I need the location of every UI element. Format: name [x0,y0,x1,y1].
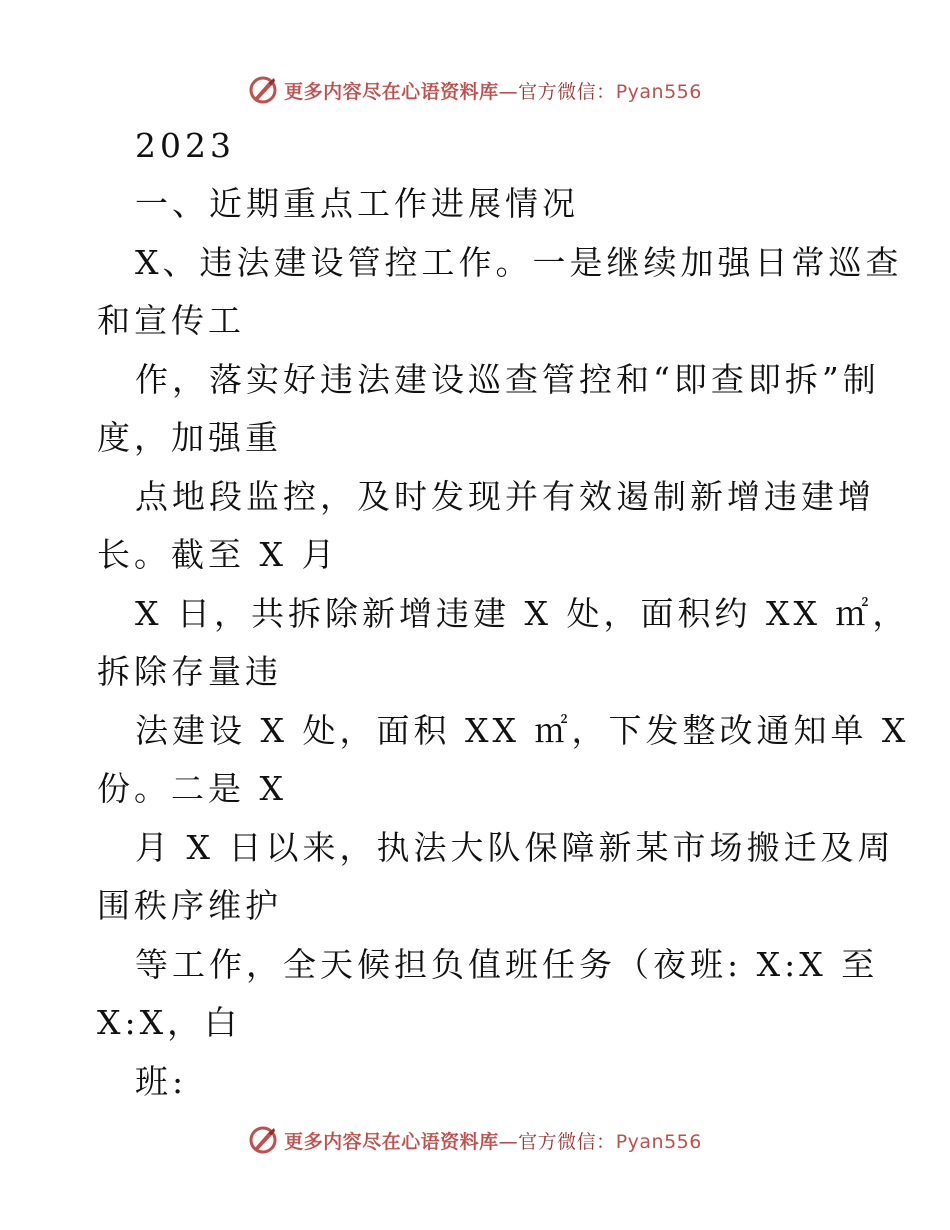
watermark-separator: — [498,1130,519,1153]
doc-paragraph-line: 点地段监控，及时发现并有效遏制新增违建增 [135,477,875,516]
doc-paragraph-line: 份。二是 X [97,769,287,808]
watermark-brand: 更多内容尽在心语资料库 [284,80,499,103]
doc-year-heading: 2023 [135,126,235,165]
doc-paragraph-line: 法建设 X 处，面积 XX ㎡，下发整改通知单 X [135,711,910,750]
doc-paragraph-line: 拆除存量违 [97,652,282,691]
footer-watermark [0,1122,950,1158]
watermark-wechat-id: Pyan556 [615,80,702,103]
doc-paragraph-line: X:X，白 [97,1003,242,1042]
doc-section-heading: 一、近期重点工作进展情况 [135,184,579,223]
watermark-official-label: 官方微信： [518,80,616,103]
watermark-separator: — [498,80,519,103]
doc-paragraph-line: 和宣传工 [97,301,245,340]
doc-paragraph-line: 班: [135,1062,188,1101]
watermark-official-label: 官方微信： [518,1130,616,1153]
watermark-wechat-id: Pyan556 [615,1130,702,1153]
doc-paragraph-line: 等工作，全天候担负值班任务（夜班: X:X 至 [135,945,879,984]
doc-paragraph-line: X 日，共拆除新增违建 X 处，面积约 XX ㎡， [135,594,910,633]
watermark-text [284,1127,702,1154]
doc-paragraph-line: 月 X 日以来，执法大队保障新某市场搬迁及周 [135,828,895,867]
doc-paragraph-line: X、违法建设管控工作。一是继续加强日常巡查 [135,243,903,282]
watermark-brand: 更多内容尽在心语资料库 [284,1130,499,1153]
doc-paragraph-line: 度，加强重 [97,418,282,457]
quill-logo-icon [248,1125,278,1155]
doc-paragraph-line: 围秩序维护 [97,886,282,925]
doc-paragraph-line: 长。截至 X 月 [97,535,339,574]
doc-paragraph-line: 作，落实好违法建设巡查管控和“即查即拆”制 [135,360,880,399]
